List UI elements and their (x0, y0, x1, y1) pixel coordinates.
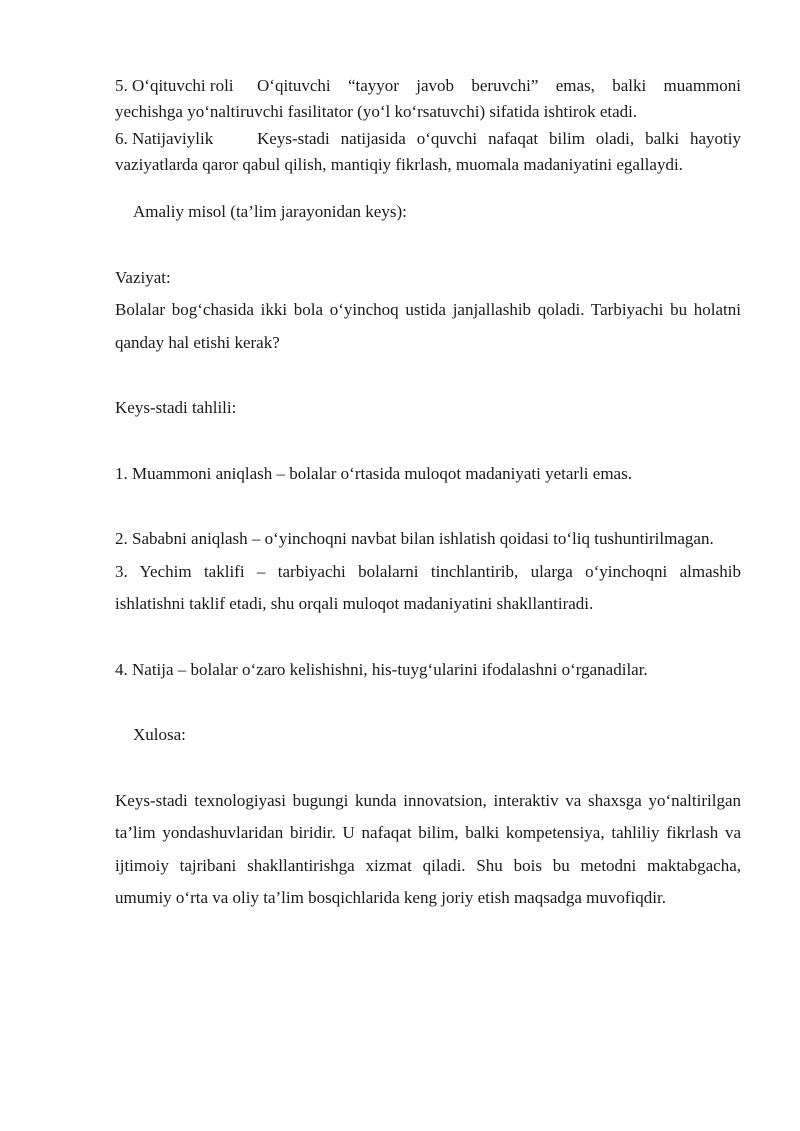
principle-text-continued: vaziyatlarda qaror qabul qilish, mantiqiy fikrlash, muomala madaniyatini egallaydi. (115, 154, 683, 174)
principle-row-6-line1 (115, 129, 741, 149)
principle-row-5-line1 (115, 76, 741, 96)
analysis-heading: Keys-stadi tahlili: (115, 398, 237, 417)
analysis-item-4: 4. Natija – bolalar o‘zaro kelishishni, his-tuyg‘ularini ifodalashni o‘rganadilar. (115, 659, 648, 679)
principle-label: 6. Natijaviylik (115, 128, 214, 148)
example-heading: Amaliy misol (ta’lim jarayonidan keys): (133, 202, 407, 221)
principle-row-6 (115, 129, 741, 182)
situation-text: Bolalar bog‘chasida ikki bola o‘yinchoq ustida janjallashib qoladi. Tarbiyachi bu holatni qanday hal etishi kerak? (115, 300, 741, 352)
principle-row-5 (115, 76, 741, 129)
document-page (115, 76, 741, 915)
principle-label: 5. O‘qituvchi roli (115, 76, 234, 95)
principle-text-continued: yechishga yo‘naltiruvchi fasilitator (yo‘l ko‘rsatuvchi) sifatida ishtirok etadi. (115, 102, 638, 121)
analysis-item-3: 3. Yechim taklifi – tarbiyachi bolalarni tinchlantirib, ularga o‘yinchoqni almashib ishlatishni taklif etadi, shu orqali muloqot madaniyatini shakllantiradi. (115, 561, 741, 613)
analysis-item-2: 2. Sababni aniqlash – o‘yinchoqni navbat bilan ishlatish qoidasi to‘liq tushuntirilmagan. (115, 529, 714, 548)
principle-text: O‘qituvchi “tayyor javob beruvchi” emas, balki muammoni (257, 76, 741, 95)
conclusion-heading: Xulosa: (133, 725, 186, 744)
analysis-item-1: 1. Muammoni aniqlash – bolalar o‘rtasida muloqot madaniyati yetarli emas. (115, 463, 632, 483)
principle-text: Keys-stadi natijasida o‘quvchi nafaqat bilim oladi, balki hayotiy (257, 128, 741, 148)
conclusion-text: Keys-stadi texnologiyasi bugungi kunda innovatsion, interaktiv va shaxsga yo‘naltirilgan ta’lim yondashuvlaridan biridir. U nafaqat bilim, balki kompetensiya, tahliliy fikrlash va ijtimoiy tajribani shakllantirishga xizmat qiladi. Shu bois bu metodni maktabgacha, umumiy o‘rta va oliy ta’lim bosqichlarida keng joriy etish maqsadga muvofiqdir. (115, 790, 741, 907)
situation-label: Vaziyat: (115, 267, 171, 287)
